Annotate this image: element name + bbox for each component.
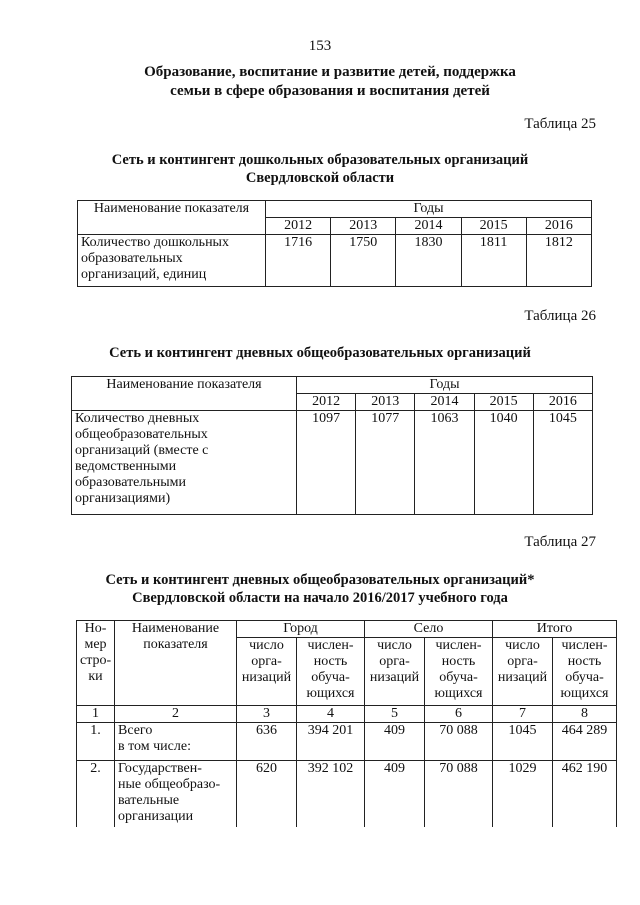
header-year: 2012 <box>266 218 331 235</box>
cell-value: 620 <box>237 761 297 827</box>
cell-value: 636 <box>237 723 297 761</box>
table-25-title <box>80 151 560 187</box>
header-line: числен- <box>435 638 482 653</box>
column-number: 8 <box>553 706 617 723</box>
header-indicator-name: Наименование показателя <box>78 201 266 235</box>
header-line: низаций <box>241 670 292 685</box>
header-year: 2012 <box>297 394 356 411</box>
header-line: орга- <box>507 654 538 669</box>
table-row <box>77 761 617 827</box>
row-name-line: Всего <box>118 723 153 738</box>
row-name-line: образовательных <box>81 251 183 266</box>
row-name-line: Количество дошкольных <box>81 235 229 250</box>
header-line: числен- <box>561 638 608 653</box>
cell-value: 464 289 <box>553 723 617 761</box>
row-number: 1. <box>77 723 115 761</box>
cell-value: 1045 <box>493 723 553 761</box>
header-line: ющихся <box>306 686 355 701</box>
header-year: 2015 <box>474 394 533 411</box>
row-name-line: Количество дневных <box>75 411 200 426</box>
cell-value: 1750 <box>331 235 396 287</box>
header-indicator-name: Наименование показателя <box>72 377 297 411</box>
header-group-village: Село <box>365 621 493 638</box>
column-number: 7 <box>493 706 553 723</box>
row-name <box>115 761 237 827</box>
row-name-line: ведомственными <box>75 459 177 474</box>
table-25-title-line: Сеть и контингент дошкольных образовательных организаций <box>111 152 529 168</box>
header-students <box>297 638 365 706</box>
header-students <box>425 638 493 706</box>
header-row-number <box>77 621 115 706</box>
cell-value: 1830 <box>396 235 461 287</box>
column-number: 5 <box>365 706 425 723</box>
table-25-title-line: Свердловской области <box>245 170 395 186</box>
page-number: 153 <box>308 38 332 54</box>
header-line: число <box>249 638 284 653</box>
cell-value: 1077 <box>356 411 415 515</box>
header-line: низаций <box>497 670 548 685</box>
row-name <box>78 235 266 287</box>
column-number: 6 <box>425 706 493 723</box>
header-line: ки <box>88 669 103 684</box>
header-year: 2016 <box>526 218 591 235</box>
column-numbers-row <box>77 706 617 723</box>
cell-value: 1097 <box>297 411 356 515</box>
row-name-line: образовательными <box>75 475 187 490</box>
header-years: Годы <box>266 201 592 218</box>
cell-value: 462 190 <box>553 761 617 827</box>
header-line: мер <box>84 637 107 652</box>
table-27-title-line: Сеть и контингент дневных общеобразовательных организаций* <box>105 572 535 588</box>
header-year: 2014 <box>415 394 474 411</box>
cell-value: 409 <box>365 723 425 761</box>
table-row <box>72 411 593 515</box>
header-line: ющихся <box>434 686 483 701</box>
table-27-title <box>60 571 580 607</box>
header-org-count <box>493 638 553 706</box>
cell-value: 409 <box>365 761 425 827</box>
header-line: низаций <box>369 670 420 685</box>
header-year: 2016 <box>533 394 592 411</box>
header-line: Наименование <box>131 621 220 636</box>
header-line: стро- <box>80 653 112 668</box>
table-25 <box>77 200 592 287</box>
row-name-line: организации <box>118 809 194 824</box>
header-line: обуча- <box>439 670 478 685</box>
column-number: 2 <box>115 706 237 723</box>
header-group-city: Город <box>237 621 365 638</box>
cell-value: 70 088 <box>425 761 493 827</box>
table-26-label: Таблица 26 <box>524 308 596 324</box>
header-line: обуча- <box>565 670 604 685</box>
header-line: число <box>505 638 540 653</box>
row-name-line: вательные <box>118 793 180 808</box>
cell-value: 1716 <box>266 235 331 287</box>
header-line: ющихся <box>560 686 609 701</box>
header-org-count <box>365 638 425 706</box>
header-line: ность <box>567 654 602 669</box>
section-heading-line: семьи в сфере образования и воспитания детей <box>170 83 490 99</box>
table-27-title-line: Свердловской области на начало 2016/2017 учебного года <box>132 590 508 606</box>
table-27-label: Таблица 27 <box>524 534 596 550</box>
table-26-title: Сеть и контингент дневных общеобразовательных организаций <box>109 345 531 361</box>
cell-value: 70 088 <box>425 723 493 761</box>
header-line: ность <box>313 654 348 669</box>
row-name-line: в том числе: <box>118 739 191 754</box>
cell-value: 1811 <box>461 235 526 287</box>
header-line: ность <box>441 654 476 669</box>
header-group-total: Итого <box>493 621 617 638</box>
row-name-line: Государствен- <box>118 761 202 776</box>
row-name-line: организаций (вместе с <box>75 443 209 458</box>
cell-value: 1040 <box>474 411 533 515</box>
header-year: 2013 <box>331 218 396 235</box>
section-heading <box>100 63 560 101</box>
row-name-line: организаций, единиц <box>81 267 207 282</box>
header-years: Годы <box>297 377 593 394</box>
cell-value: 394 201 <box>297 723 365 761</box>
table-row <box>78 235 592 287</box>
row-name-line: общеобразовательных <box>75 427 208 442</box>
cell-value: 1812 <box>526 235 591 287</box>
column-number: 1 <box>77 706 115 723</box>
row-name-line: организациями) <box>75 491 171 506</box>
table-26 <box>71 376 593 515</box>
header-year: 2014 <box>396 218 461 235</box>
header-line: числен- <box>307 638 354 653</box>
section-heading-line: Образование, воспитание и развитие детей, поддержка <box>144 64 516 80</box>
header-line: орга- <box>251 654 282 669</box>
table-25-label: Таблица 25 <box>524 116 596 132</box>
row-name <box>115 723 237 761</box>
header-line: показателя <box>143 637 208 652</box>
header-line: орга- <box>379 654 410 669</box>
column-number: 3 <box>237 706 297 723</box>
cell-value: 1029 <box>493 761 553 827</box>
header-line: обуча- <box>311 670 350 685</box>
table-27 <box>76 620 617 827</box>
cell-value: 1063 <box>415 411 474 515</box>
row-name-line: ные общеобразо- <box>118 777 221 792</box>
row-name <box>72 411 297 515</box>
table-row <box>77 723 617 761</box>
header-students <box>553 638 617 706</box>
cell-value: 392 102 <box>297 761 365 827</box>
row-number: 2. <box>77 761 115 827</box>
column-number: 4 <box>297 706 365 723</box>
header-org-count <box>237 638 297 706</box>
header-indicator-name <box>115 621 237 706</box>
header-year: 2015 <box>461 218 526 235</box>
header-line: Но- <box>84 621 107 636</box>
header-line: число <box>377 638 412 653</box>
header-year: 2013 <box>356 394 415 411</box>
cell-value: 1045 <box>533 411 592 515</box>
